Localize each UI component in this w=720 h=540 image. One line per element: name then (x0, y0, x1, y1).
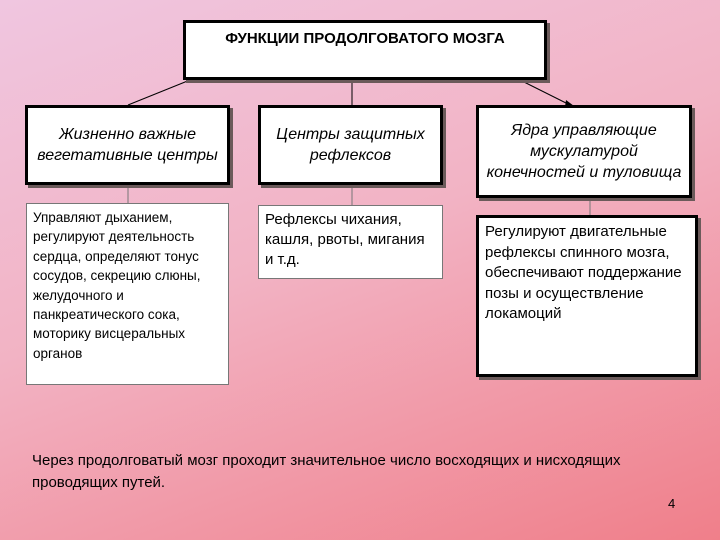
diagram-title: ФУНКЦИИ ПРОДОЛГОВАТОГО МОЗГА (225, 30, 505, 47)
vegetative-centers-description: Управляют дыханием, регулируют деятельность сердца, определяют тонус сосудов, секрецию слюны, желудочного и панкреатического сока, моторику висцеральных органов (33, 210, 201, 361)
vegetative-centers-box (25, 105, 230, 185)
vegetative-centers-description-box (26, 203, 229, 385)
motor-nuclei-heading: Ядра управляющие мускулатурой конечностей и туловища (486, 122, 682, 181)
title-box (183, 20, 547, 80)
protective-reflexes-description: Рефлексы чихания, кашля, рвоты, мигания и т.д. (265, 211, 425, 268)
motor-nuclei-description: Регулируют двигательные рефлексы спинного мозга, обеспечивают поддержание позы и осуществление локамоций (485, 223, 682, 322)
motor-nuclei-description-box (476, 215, 698, 377)
protective-reflexes-box (258, 105, 443, 185)
protective-reflexes-heading: Центры защитных рефлексов (276, 126, 425, 164)
footer-note: Через продолговатый мозг проходит значительное число восходящих и нисходящих проводящих путей. (32, 452, 621, 491)
protective-reflexes-description-box (258, 205, 443, 279)
page-number: 4 (668, 496, 676, 511)
vegetative-centers-heading: Жизненно важные вегетативные центры (37, 126, 218, 164)
motor-nuclei-box (476, 105, 692, 198)
